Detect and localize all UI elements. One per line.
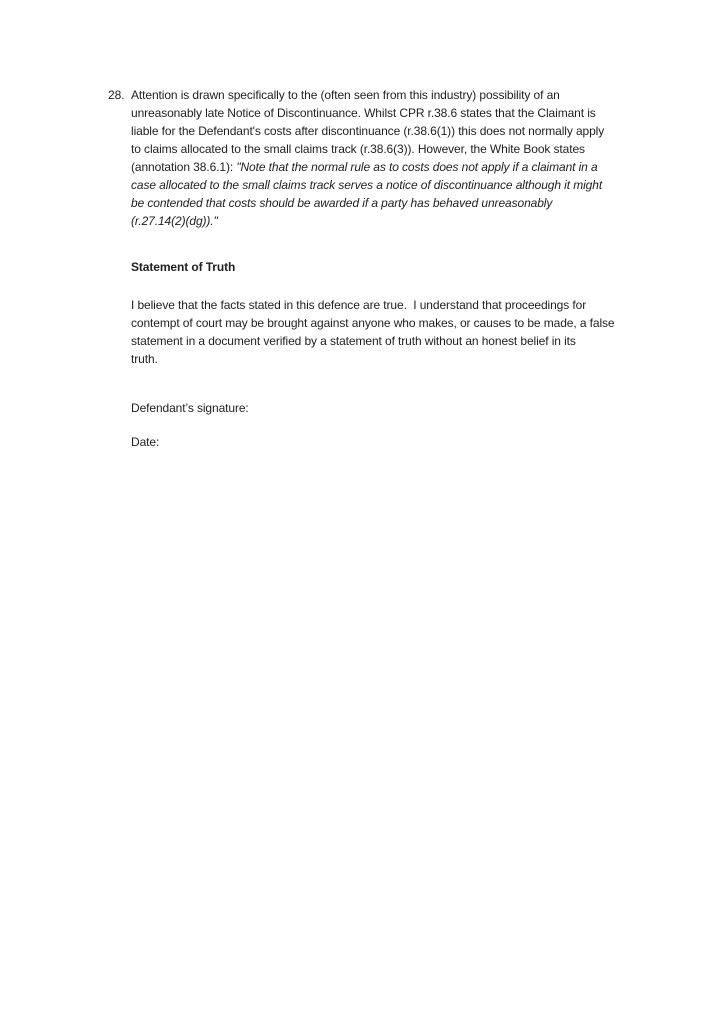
paragraph-28 (108, 86, 604, 230)
body-text: statement in a document verified by a statement of truth without an honest belief in its (131, 334, 576, 348)
quoted-italic-text: case allocated to the small claims track serves a notice of discontinuance although it might (131, 178, 603, 192)
statement-of-truth-paragraph (131, 296, 614, 368)
paragraph-28-number: 28. (108, 88, 125, 102)
text-line (131, 332, 614, 350)
statement-of-truth-heading: Statement of Truth (131, 260, 236, 274)
quoted-italic-text: (r.27.14(2)(dg))." (131, 214, 218, 228)
body-text: truth. (131, 352, 158, 366)
text-line (131, 350, 614, 368)
body-text: (annotation 38.6.1): (131, 160, 237, 174)
body-text: liable for the Defendant's costs after discontinuance (r.38.6(1)) this does not normally apply (131, 124, 605, 138)
quoted-italic-text: "Note that the normal rule as to costs does not apply if a claimant in a (236, 160, 598, 174)
quoted-italic-text: be contended that costs should be awarded if a party has behaved unreasonably (131, 196, 553, 210)
paragraph-28-body (131, 86, 604, 230)
body-text: I believe that the facts stated in this defence are true. I understand that proceedings for (131, 298, 587, 312)
text-line (131, 158, 604, 176)
body-text: to claims allocated to the small claims track (r.38.6(3)). However, the White Book states (131, 142, 585, 156)
body-text: contempt of court may be brought against anyone who makes, or causes to be made, a false (131, 316, 615, 330)
body-text: unreasonably late Notice of Discontinuance. Whilst CPR r.38.6 states that the Claimant is (131, 106, 596, 120)
body-text: Attention is drawn specifically to the (often seen from this industry) possibility of an (131, 88, 560, 102)
text-line (131, 122, 604, 140)
text-line (131, 314, 614, 332)
text-line (131, 104, 604, 122)
text-line (131, 296, 614, 314)
defendant-signature-label: Defendant’s signature: (131, 401, 249, 415)
text-line (131, 140, 604, 158)
text-line (131, 86, 604, 104)
text-line (131, 212, 604, 230)
date-label: Date: (131, 435, 160, 449)
text-line (131, 194, 604, 212)
text-line (131, 176, 604, 194)
